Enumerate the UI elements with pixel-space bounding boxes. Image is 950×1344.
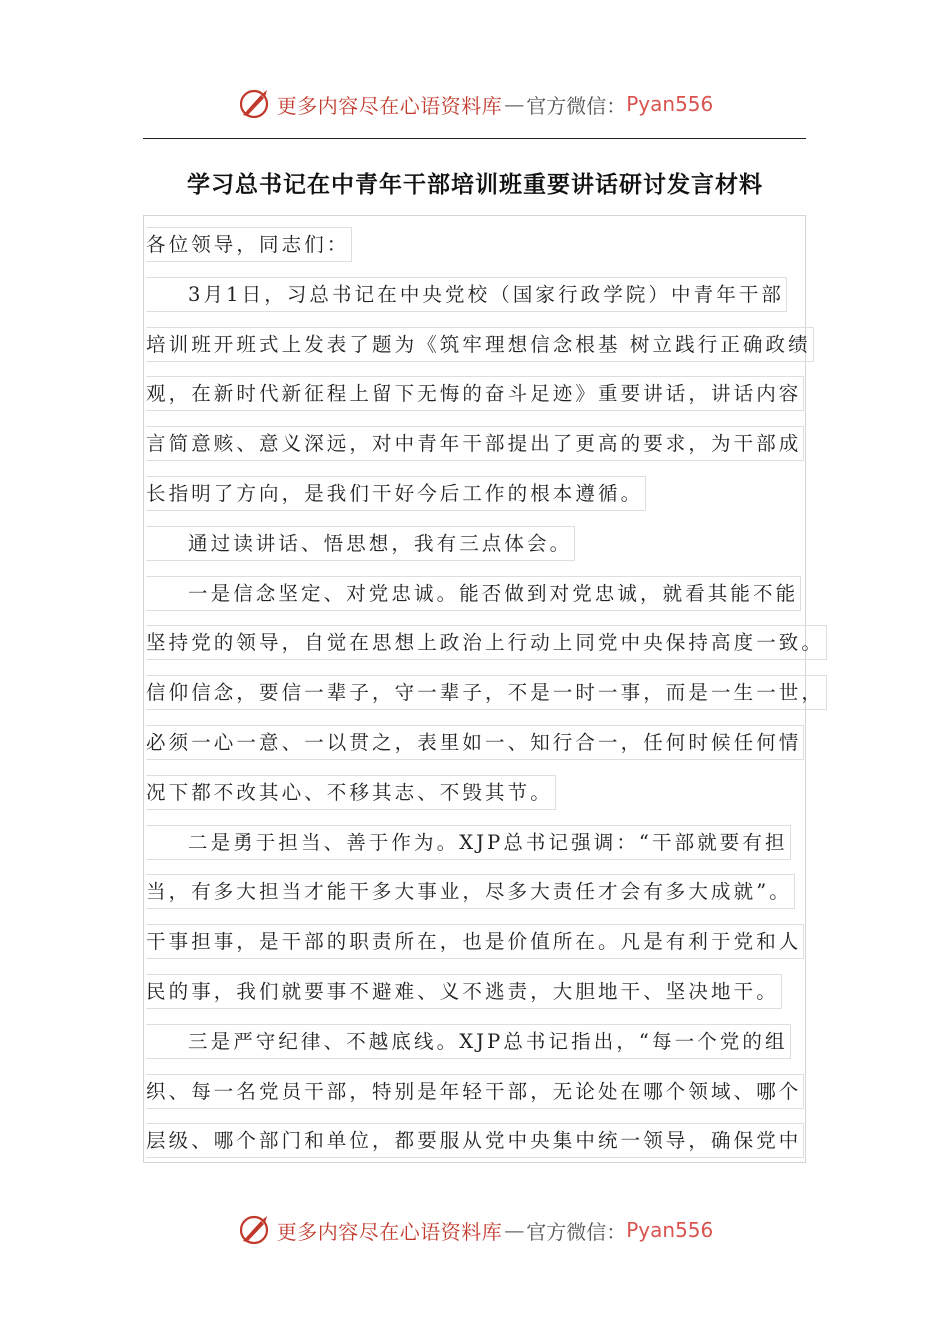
line-text: 织、每一名党员干部，特别是年轻干部，无论处在哪个领域、哪个 [146, 1074, 804, 1109]
line-text: 培训班开班式上发表了题为《筑牢理想信念根基 树立践行正确政绩 [146, 327, 814, 362]
text-line [146, 376, 846, 426]
line-text: 信仰信念，要信一辈子，守一辈子，不是一时一事，而是一生一世， [146, 675, 827, 710]
text-line [146, 576, 846, 626]
document-title: 学习总书记在中青年干部培训班重要讲话研讨发言材料 [187, 171, 763, 198]
document-body [146, 227, 846, 1173]
line-text: 长指明了方向，是我们干好今后工作的根本遵循。 [146, 476, 646, 511]
text-line [146, 227, 846, 277]
footer-watermark [0, 1210, 950, 1250]
watermark-wechat-id: Pyan556 [626, 1218, 714, 1242]
watermark-main-text: 更多内容尽在心语资料库 [276, 93, 503, 118]
text-line [146, 825, 846, 875]
watermark-main-text: 更多内容尽在心语资料库 [276, 1219, 503, 1244]
text-line [146, 775, 846, 825]
text-line [146, 1074, 846, 1124]
line-text: 3月1日，习总书记在中央党校（国家行政学院）中青年干部 [146, 277, 787, 312]
text-line [146, 675, 846, 725]
quill-logo-icon [237, 1213, 271, 1247]
text-line [146, 526, 846, 576]
header-watermark [0, 84, 950, 124]
text-line [146, 277, 846, 327]
line-text: 当，有多大担当才能干多大事业，尽多大责任才会有多大成就”。 [146, 874, 795, 909]
text-line [146, 924, 846, 974]
line-text: 坚持党的领导，自觉在思想上政治上行动上同党中央保持高度一致。 [146, 625, 827, 660]
text-line [146, 1123, 846, 1173]
watermark-wechat-id: Pyan556 [626, 92, 714, 116]
header-divider [143, 138, 806, 139]
line-text: 观，在新时代新征程上留下无悔的奋斗足迹》重要讲话，讲话内容 [146, 376, 804, 411]
text-line [146, 1024, 846, 1074]
line-text: 民的事，我们就要事不避难、义不逃责，大胆地干、坚决地干。 [146, 974, 782, 1009]
watermark-dash: — [504, 1218, 525, 1242]
watermark-wechat-label: 官方微信： [526, 93, 627, 118]
line-text: 言简意赅、意义深远，对中青年干部提出了更高的要求，为干部成 [146, 426, 804, 461]
text-line [146, 974, 846, 1024]
line-text: 三是严守纪律、不越底线。XJP总书记指出，“每一个党的组 [146, 1024, 791, 1059]
line-text: 各位领导，同志们： [146, 227, 352, 262]
line-text: 况下都不改其心、不移其志、不毁其节。 [146, 775, 556, 810]
watermark-wechat-label: 官方微信： [526, 1219, 627, 1244]
text-line [146, 625, 846, 675]
quill-logo-icon [237, 87, 271, 121]
text-line [146, 725, 846, 775]
text-line [146, 874, 846, 924]
text-line [146, 327, 846, 377]
text-line [146, 426, 846, 476]
line-text: 一是信念坚定、对党忠诚。能否做到对党忠诚，就看其能不能 [146, 576, 801, 611]
line-text: 通过读讲话、悟思想，我有三点体会。 [146, 526, 575, 561]
text-line [146, 476, 846, 526]
line-text: 层级、哪个部门和单位，都要服从党中央集中统一领导，确保党中 [146, 1123, 804, 1158]
line-text: 必须一心一意、一以贯之，表里如一、知行合一，任何时候任何情 [146, 725, 804, 760]
line-text: 二是勇于担当、善于作为。XJP总书记强调：“干部就要有担 [146, 825, 791, 860]
watermark-dash: — [504, 92, 525, 116]
line-text: 干事担事，是干部的职责所在，也是价值所在。凡是有利于党和人 [146, 924, 804, 959]
